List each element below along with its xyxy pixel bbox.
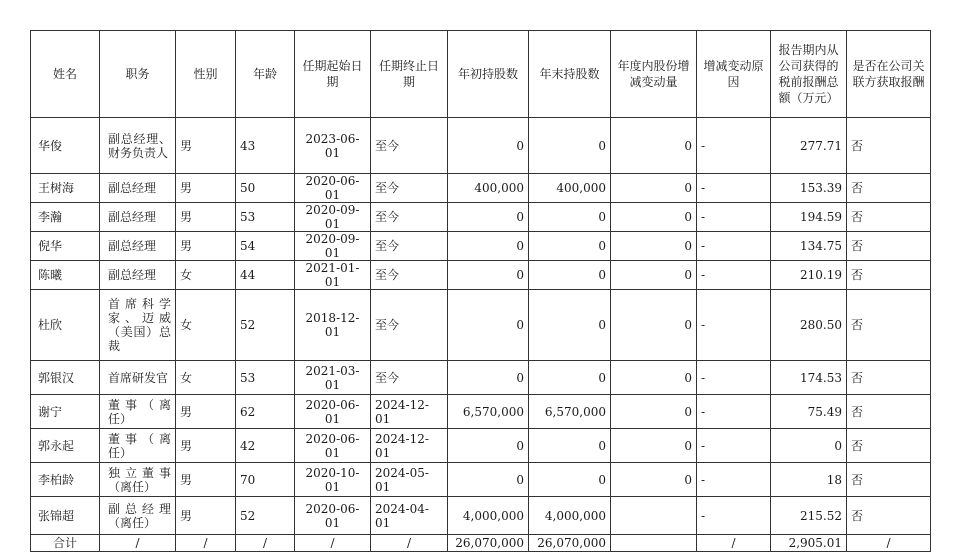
end-shares-cell: 0 [529,118,611,174]
share-change-cell: 0 [611,361,697,395]
change-reason-cell: - [697,463,771,497]
header-related-party-pay: 是否在公司关联方获取报酬 [847,31,931,118]
table-row [31,429,931,463]
total-gender-cell: / [176,535,236,552]
role-cell: 副总经理 [100,261,176,290]
related-party-pay-cell: 否 [847,361,931,395]
table-row [31,463,931,497]
related-party-pay-cell: 否 [847,290,931,361]
end-shares-cell: 6,570,000 [529,395,611,429]
header-share-change: 年度内股份增减变动量 [611,31,697,118]
table-row [31,395,931,429]
gender-cell: 女 [176,361,236,395]
total-pay-cell: 2,905.01 [771,535,847,552]
related-party-pay-cell: 否 [847,174,931,203]
pretax-pay-cell: 280.50 [771,290,847,361]
person-name-cell: 郭银汉 [31,361,100,395]
age-cell: 52 [236,497,295,535]
change-reason-cell: - [697,429,771,463]
related-party-pay-cell: 否 [847,395,931,429]
table-row [31,203,931,232]
total-reason-cell: / [697,535,771,552]
end-shares-cell: 0 [529,361,611,395]
start-date-cell: 2020-10-01 [295,463,371,497]
gender-cell: 男 [176,497,236,535]
gender-cell: 男 [176,174,236,203]
related-party-pay-cell: 否 [847,261,931,290]
gender-cell: 男 [176,118,236,174]
gender-cell: 女 [176,290,236,361]
header-end-shares: 年末持股数 [529,31,611,118]
pretax-pay-cell: 75.49 [771,395,847,429]
end-date-cell: 至今 [371,261,448,290]
person-name-cell: 郭永起 [31,429,100,463]
role-cell: 董事（离任） [100,395,176,429]
share-change-cell: 0 [611,118,697,174]
age-cell: 43 [236,118,295,174]
begin-shares-cell: 0 [448,290,529,361]
change-reason-cell: - [697,232,771,261]
pretax-pay-cell: 210.19 [771,261,847,290]
begin-shares-cell: 0 [448,118,529,174]
role-cell: 副总经理、财务负责人 [100,118,176,174]
share-change-cell: 0 [611,261,697,290]
start-date-cell: 2023-06-01 [295,118,371,174]
age-cell: 52 [236,290,295,361]
gender-cell: 男 [176,463,236,497]
related-party-pay-cell: 否 [847,429,931,463]
change-reason-cell: - [697,290,771,361]
total-end-cell: / [371,535,448,552]
header-role: 职务 [100,31,176,118]
begin-shares-cell: 0 [448,361,529,395]
header-pretax-pay: 报告期内从公司获得的税前报酬总额（万元） [771,31,847,118]
related-party-pay-cell: 否 [847,203,931,232]
end-date-cell: 2024-12-01 [371,429,448,463]
end-date-cell: 至今 [371,361,448,395]
person-name-cell: 李瀚 [31,203,100,232]
total-related-cell: / [847,535,931,552]
person-name-cell: 倪华 [31,232,100,261]
end-shares-cell: 0 [529,463,611,497]
total-age-cell: / [236,535,295,552]
start-date-cell: 2020-06-01 [295,174,371,203]
end-shares-cell: 0 [529,203,611,232]
gender-cell: 男 [176,232,236,261]
end-shares-cell: 4,000,000 [529,497,611,535]
start-date-cell: 2021-03-01 [295,361,371,395]
age-cell: 50 [236,174,295,203]
end-date-cell: 2024-04-01 [371,497,448,535]
person-name-cell: 华俊 [31,118,100,174]
table-row [31,497,931,535]
gender-cell: 男 [176,203,236,232]
end-date-cell: 2024-05-01 [371,463,448,497]
age-cell: 54 [236,232,295,261]
total-row [31,535,931,552]
end-date-cell: 至今 [371,232,448,261]
table-body [31,118,931,552]
related-party-pay-cell: 否 [847,463,931,497]
person-name-cell: 王树海 [31,174,100,203]
end-shares-cell: 0 [529,290,611,361]
change-reason-cell: - [697,174,771,203]
start-date-cell: 2020-06-01 [295,429,371,463]
person-name-cell: 陈曦 [31,261,100,290]
role-cell: 副总经理 [100,203,176,232]
total-begin-shares-cell: 26,070,000 [448,535,529,552]
begin-shares-cell: 4,000,000 [448,497,529,535]
age-cell: 42 [236,429,295,463]
header-start-date: 任期起始日期 [295,31,371,118]
total-change-cell [611,535,697,552]
age-cell: 62 [236,395,295,429]
share-change-cell: 0 [611,429,697,463]
age-cell: 70 [236,463,295,497]
related-party-pay-cell: 否 [847,118,931,174]
total-label-cell: 合计 [31,535,100,552]
role-cell: 董事（离任） [100,429,176,463]
end-shares-cell: 0 [529,232,611,261]
start-date-cell: 2020-09-01 [295,232,371,261]
change-reason-cell: - [697,497,771,535]
begin-shares-cell: 0 [448,429,529,463]
role-cell: 副总经理 [100,174,176,203]
total-start-cell: / [295,535,371,552]
header-begin-shares: 年初持股数 [448,31,529,118]
begin-shares-cell: 400,000 [448,174,529,203]
table-row [31,118,931,174]
pretax-pay-cell: 134.75 [771,232,847,261]
end-shares-cell: 400,000 [529,174,611,203]
age-cell: 44 [236,261,295,290]
pretax-pay-cell: 18 [771,463,847,497]
person-name-cell: 谢宁 [31,395,100,429]
pretax-pay-cell: 215.52 [771,497,847,535]
total-end-shares-cell: 26,070,000 [529,535,611,552]
table-row [31,261,931,290]
begin-shares-cell: 0 [448,232,529,261]
total-role-cell: / [100,535,176,552]
header-name: 姓名 [31,31,100,118]
header-age: 年龄 [236,31,295,118]
compensation-table [30,30,931,552]
pretax-pay-cell: 0 [771,429,847,463]
table-row [31,361,931,395]
begin-shares-cell: 0 [448,463,529,497]
end-date-cell: 至今 [371,174,448,203]
pretax-pay-cell: 277.71 [771,118,847,174]
end-date-cell: 至今 [371,290,448,361]
begin-shares-cell: 6,570,000 [448,395,529,429]
change-reason-cell: - [697,261,771,290]
age-cell: 53 [236,203,295,232]
change-reason-cell: - [697,203,771,232]
role-cell: 首席研发官 [100,361,176,395]
header-row [31,31,931,118]
end-shares-cell: 0 [529,261,611,290]
pretax-pay-cell: 194.59 [771,203,847,232]
role-cell: 副总经理 [100,232,176,261]
related-party-pay-cell: 否 [847,232,931,261]
person-name-cell: 杜欣 [31,290,100,361]
end-date-cell: 至今 [371,203,448,232]
related-party-pay-cell: 否 [847,497,931,535]
share-change-cell: 0 [611,203,697,232]
share-change-cell: 0 [611,290,697,361]
role-cell: 副总经理（离任） [100,497,176,535]
end-date-cell: 至今 [371,118,448,174]
person-name-cell: 李柏龄 [31,463,100,497]
age-cell: 53 [236,361,295,395]
table-row [31,232,931,261]
role-cell: 首席科学家、迈威（美国）总裁 [100,290,176,361]
start-date-cell: 2021-01-01 [295,261,371,290]
person-name-cell: 张锦超 [31,497,100,535]
start-date-cell: 2020-09-01 [295,203,371,232]
change-reason-cell: - [697,395,771,429]
end-shares-cell: 0 [529,429,611,463]
begin-shares-cell: 0 [448,203,529,232]
header-gender: 性别 [176,31,236,118]
gender-cell: 女 [176,261,236,290]
start-date-cell: 2020-06-01 [295,497,371,535]
header-change-reason: 增减变动原因 [697,31,771,118]
change-reason-cell: - [697,118,771,174]
pretax-pay-cell: 174.53 [771,361,847,395]
role-cell: 独立董事（离任） [100,463,176,497]
share-change-cell: 0 [611,463,697,497]
gender-cell: 男 [176,429,236,463]
end-date-cell: 2024-12-01 [371,395,448,429]
gender-cell: 男 [176,395,236,429]
start-date-cell: 2020-06-01 [295,395,371,429]
pretax-pay-cell: 153.39 [771,174,847,203]
share-change-cell [611,497,697,535]
table-row [31,174,931,203]
change-reason-cell: - [697,361,771,395]
table-row [31,290,931,361]
header-end-date: 任期终止日期 [371,31,448,118]
begin-shares-cell: 0 [448,261,529,290]
start-date-cell: 2018-12-01 [295,290,371,361]
share-change-cell: 0 [611,395,697,429]
share-change-cell: 0 [611,174,697,203]
share-change-cell: 0 [611,232,697,261]
